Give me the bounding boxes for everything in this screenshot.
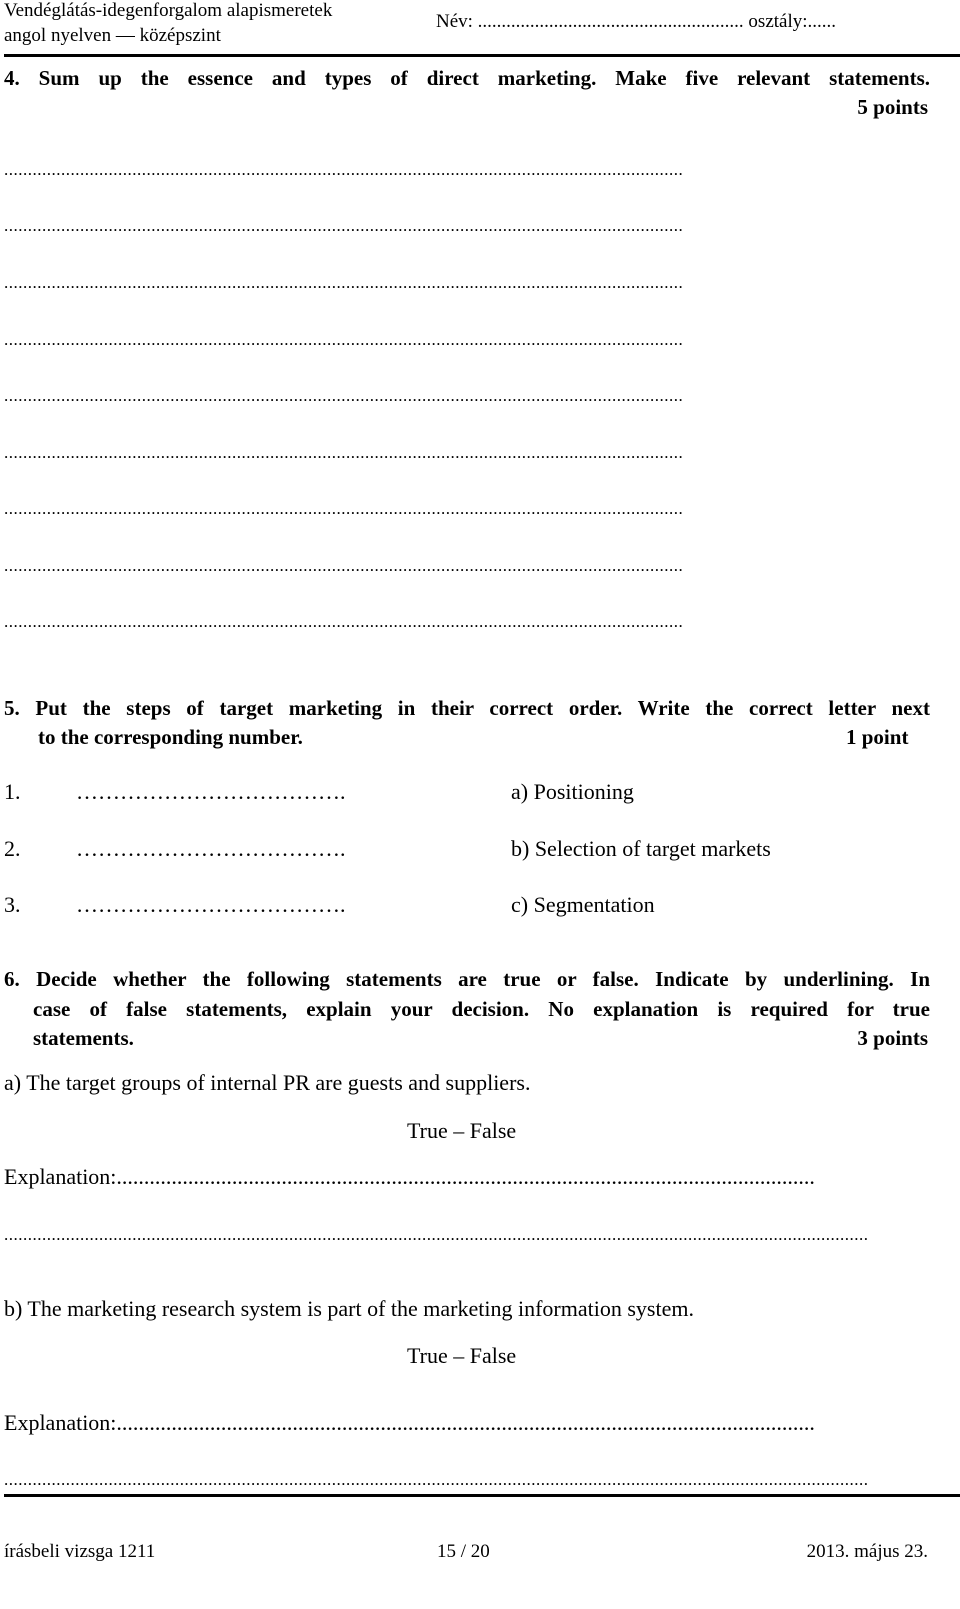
q6-prompt-line1: 6. Decide whether the following statements are true or false. Indicate by underlining. In [4, 967, 930, 991]
q6-points: 3 points [857, 1026, 928, 1050]
true-false-choice[interactable]: True – False [407, 1118, 517, 1143]
header-rule [4, 54, 960, 57]
answer-line[interactable]: ............................................................................................................................................... [4, 386, 684, 405]
true-false-choice[interactable]: True – False [407, 1343, 517, 1368]
explanation-line[interactable]: Explanation:............................................................................................................................... [4, 1410, 815, 1435]
q5-prompt-line1: 5. Put the steps of target marketing in their correct order. Write the correct letter next [4, 696, 930, 720]
answer-line[interactable]: ............................................................................................................................................... [4, 443, 684, 462]
q5-row-number: 2. [4, 836, 21, 861]
footer-page-number: 15 / 20 [437, 1541, 490, 1562]
q5-row-option: a) Positioning [511, 779, 634, 804]
q5-row-number: 1. [4, 779, 21, 804]
q4-points: 5 points [857, 95, 928, 119]
answer-line[interactable]: ............................................................................................................................................... [4, 612, 684, 631]
q5-row-number: 3. [4, 892, 21, 917]
header-title-line2: angol nyelven — középszint [4, 25, 221, 46]
q6-prompt-line3: statements. [33, 1026, 134, 1050]
q5-row-blank[interactable]: ………………………………. [76, 779, 346, 804]
q5-points: 1 point [846, 725, 909, 749]
answer-line[interactable]: ............................................................................................................................................... [4, 273, 684, 292]
explanation-line-2[interactable]: ...................................................................................................................................................................................... [4, 1225, 869, 1244]
footer-date: 2013. május 23. [806, 1541, 928, 1562]
q5-row-blank[interactable]: ………………………………. [76, 892, 346, 917]
answer-line[interactable]: ............................................................................................................................................... [4, 216, 684, 235]
q5-row-option: b) Selection of target markets [511, 836, 771, 861]
q5-prompt-line2: to the corresponding number. [38, 725, 303, 749]
q5-row-blank[interactable]: ………………………………. [76, 836, 346, 861]
answer-line[interactable]: ............................................................................................................................................... [4, 160, 684, 179]
answer-line[interactable]: ............................................................................................................................................... [4, 556, 684, 575]
explanation-line-2[interactable]: ...................................................................................................................................................................................... [4, 1470, 869, 1489]
q4-prompt: 4. Sum up the essence and types of direct marketing. Make five relevant statements. [4, 66, 930, 90]
answer-line[interactable]: ............................................................................................................................................... [4, 330, 684, 349]
header-title-line1: Vendéglátás-idegenforgalom alapismeretek [4, 0, 333, 21]
explanation-line[interactable]: Explanation:............................................................................................................................... [4, 1164, 815, 1189]
footer-left: írásbeli vizsga 1211 [4, 1541, 156, 1562]
q5-row-option: c) Segmentation [511, 892, 655, 917]
header-name-field: Név: ........................................................ osztály:...... [436, 11, 837, 32]
q6-prompt-line2: case of false statements, explain your decision. No explanation is required for true [33, 997, 930, 1021]
footer-rule [4, 1494, 960, 1497]
answer-line[interactable]: ............................................................................................................................................... [4, 499, 684, 518]
statement-text: a) The target groups of internal PR are guests and suppliers. [4, 1070, 531, 1095]
statement-text: b) The marketing research system is part of the marketing information system. [4, 1296, 694, 1321]
